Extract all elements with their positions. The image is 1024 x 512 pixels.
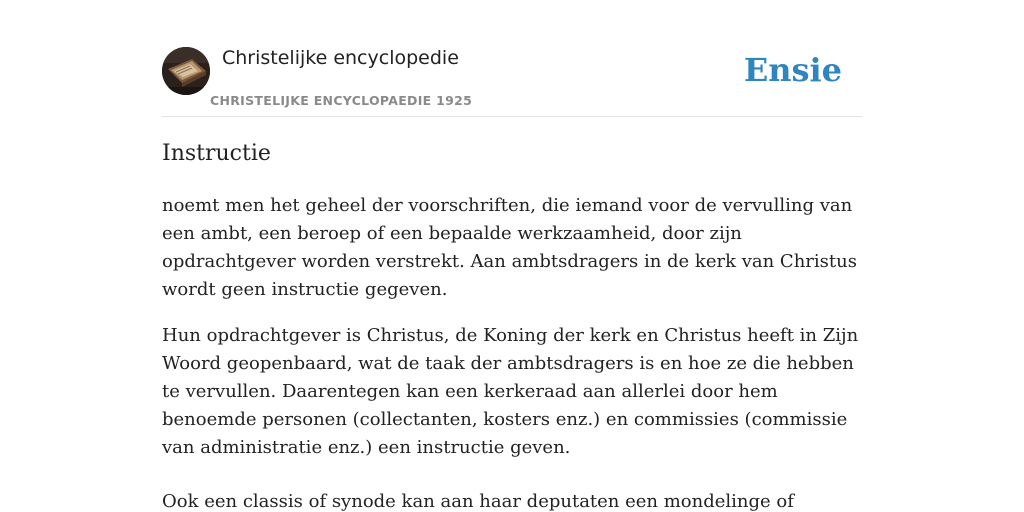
- source-avatar[interactable]: [162, 47, 210, 95]
- header: [162, 0, 862, 117]
- article: [162, 138, 864, 512]
- source-subtitle: CHRISTELIJKE ENCYCLOPAEDIE 1925: [210, 93, 473, 108]
- article-paragraph: noemt men het geheel der voorschriften, die iemand voor de vervulling van een ambt, een beroep of een bepaalde werkzaamheid, door zijn opdrachtgever worden verstrekt. Aan ambtsdragers in de kerk van Christus wordt geen instructie gegeven.: [162, 195, 857, 300]
- source-title[interactable]: Christelijke encyclopedie: [222, 47, 459, 69]
- article-title: Instructie: [162, 141, 271, 166]
- brand-logo[interactable]: Ensie: [743, 51, 842, 89]
- article-paragraph: Hun opdrachtgever is Christus, de Koning der kerk en Christus heeft in Zijn Woord geopenbaard, wat de taak der ambtsdragers is en hoe ze die hebben te vervullen. Daarentegen kan een kerkeraad aan allerlei door hem benoemde personen (collectanten, kosters enz.) en commissies (commissie van administratie enz.) een instructie geven.: [162, 325, 859, 458]
- article-paragraph: Ook een classis of synode kan aan haar deputaten een mondelinge of: [162, 491, 794, 512]
- book-thumbnail-icon: [162, 47, 210, 95]
